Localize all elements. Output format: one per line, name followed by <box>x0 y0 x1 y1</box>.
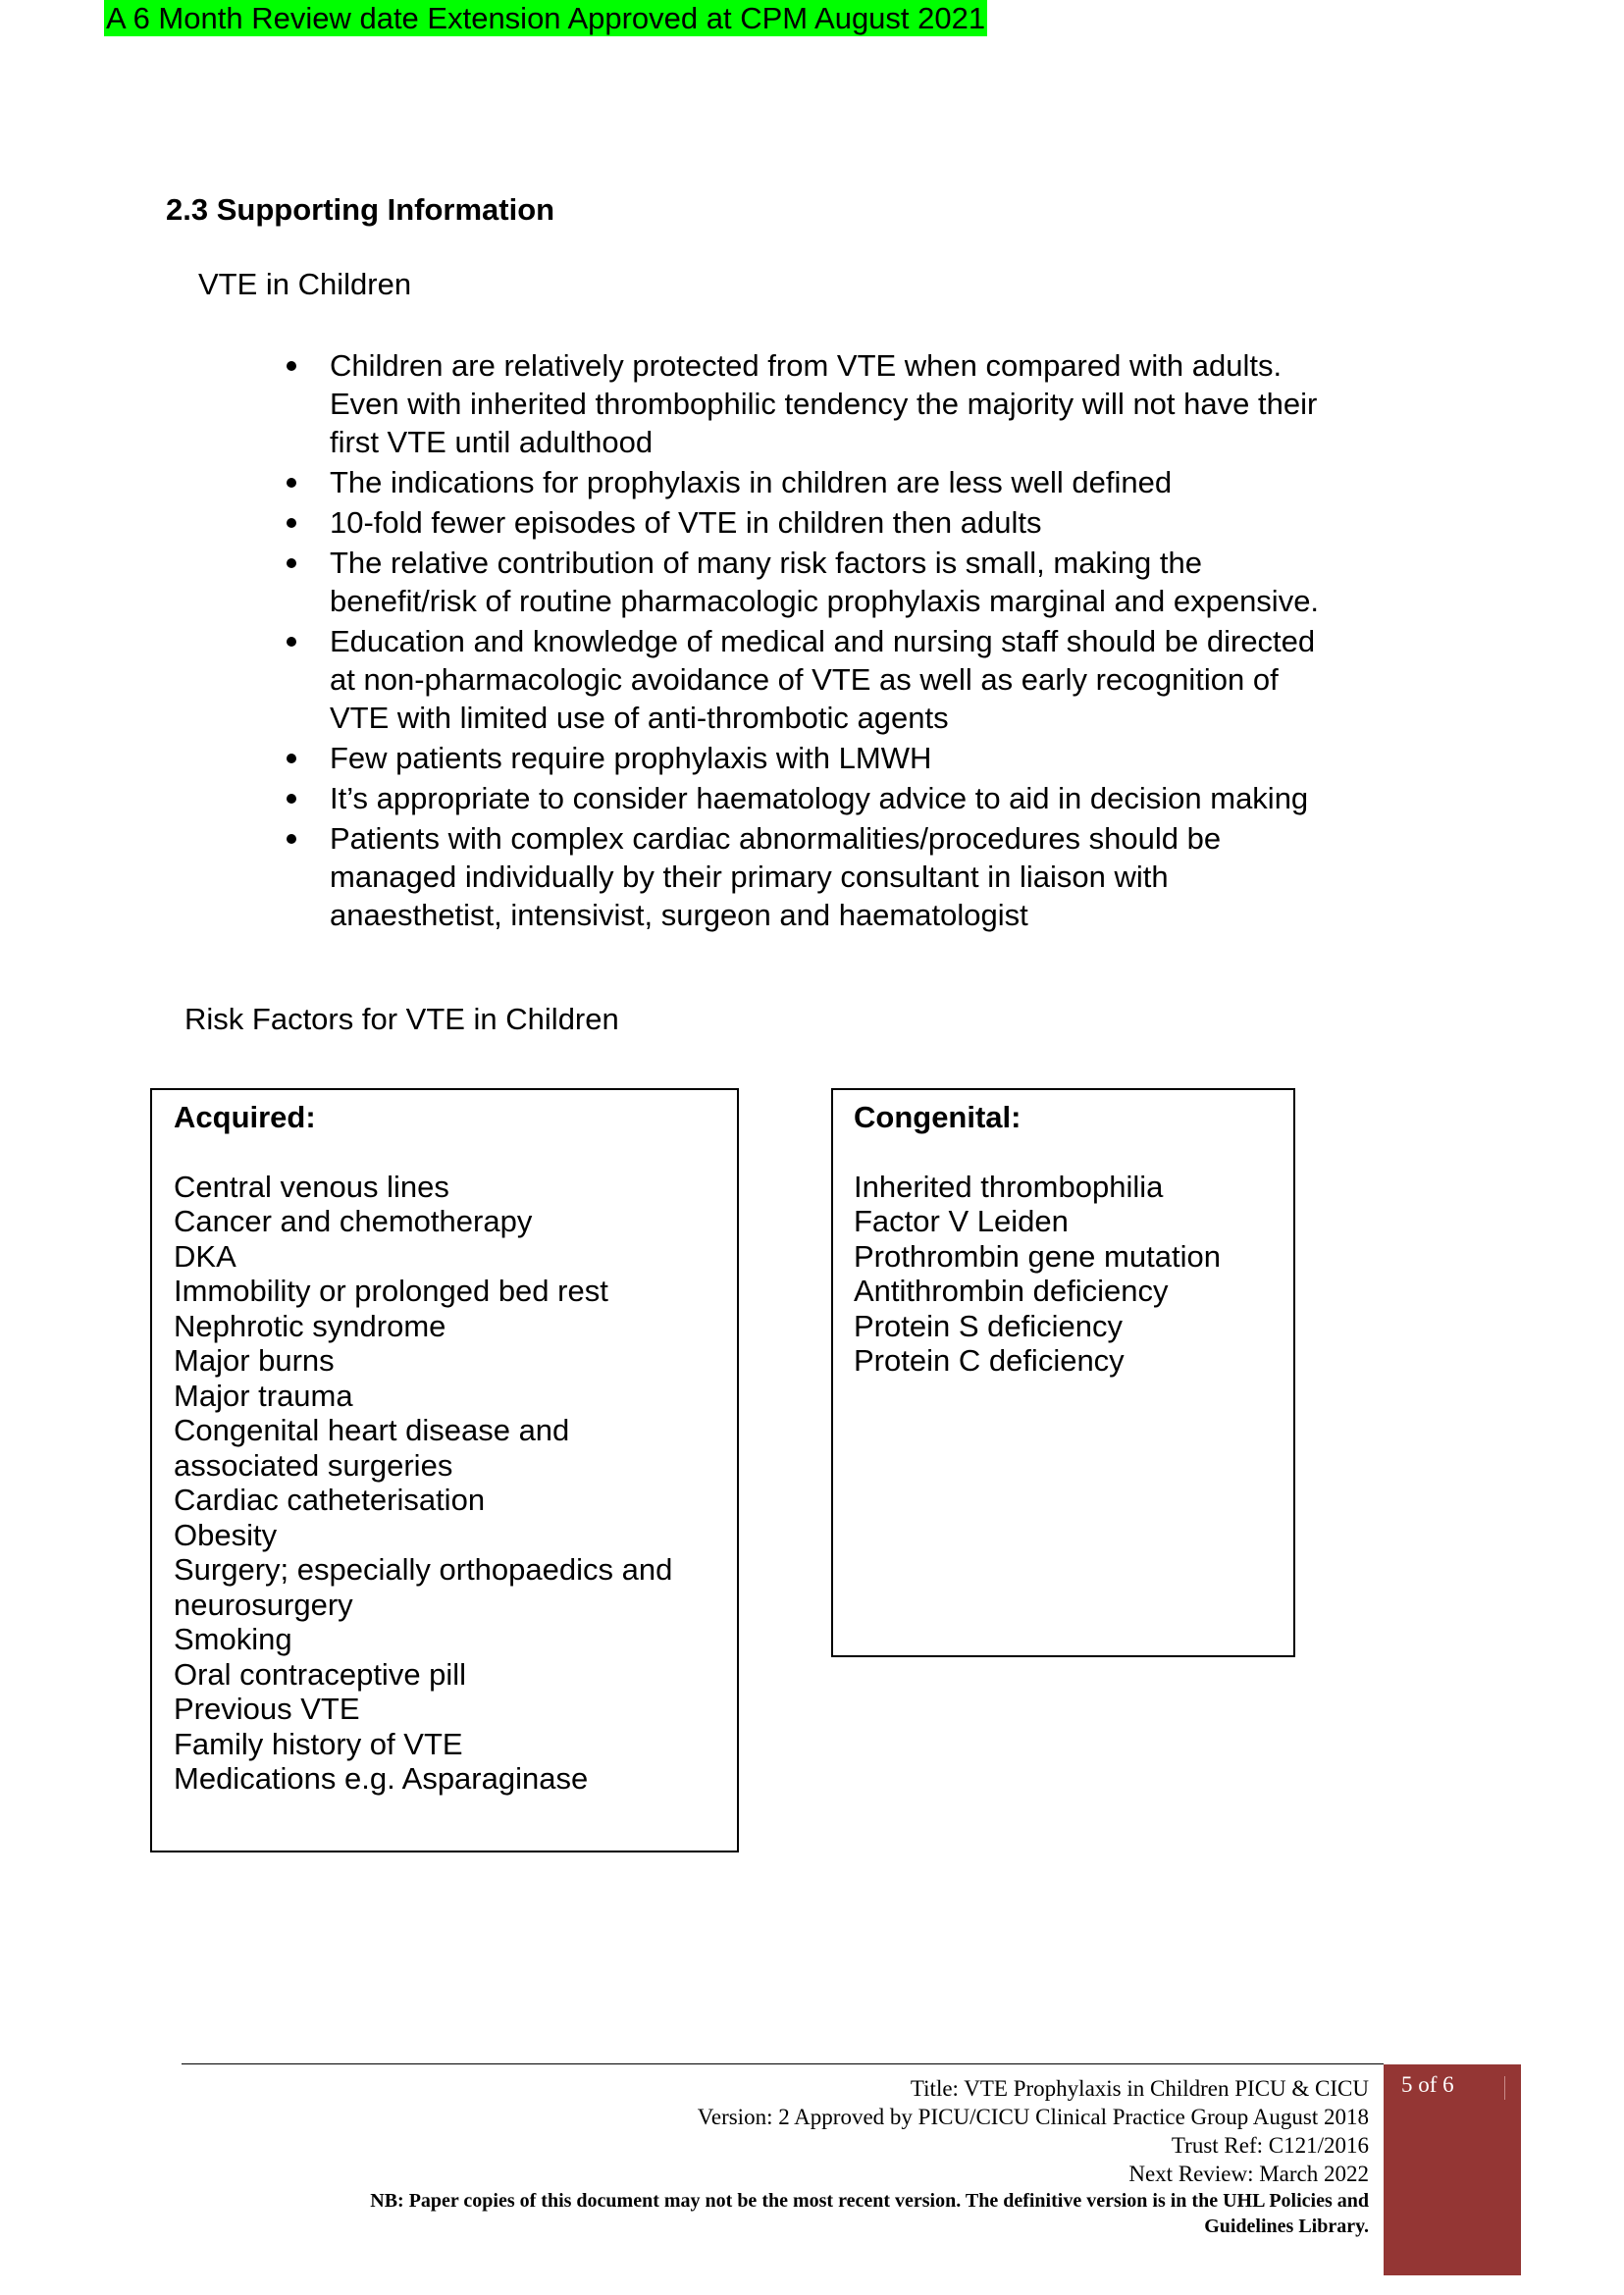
footer-divider <box>182 2063 1384 2064</box>
acquired-title: Acquired: <box>174 1100 316 1134</box>
list-item: Few patients require prophylaxis with LMWH <box>330 739 1340 777</box>
list-item: Education and knowledge of medical and nursing staff should be directed at non-pharmacologic avoidance of VTE as well as early recognition of VTE with limited use of anti-thrombotic agents <box>330 622 1340 737</box>
document-footer <box>191 2074 1369 2239</box>
list-item: Family history of VTE <box>174 1726 463 1761</box>
footer-title: Title: VTE Prophylaxis in Children PICU & CICU <box>910 2076 1369 2101</box>
list-item: Obesity <box>174 1517 278 1552</box>
list-item: Smoking <box>174 1622 292 1656</box>
list-item: Factor V Leiden <box>854 1204 1069 1238</box>
bullet-icon <box>287 754 296 763</box>
list-item: Protein C deficiency <box>854 1343 1125 1378</box>
footer-trust-ref: Trust Ref: C121/2016 <box>1171 2133 1369 2158</box>
list-item: Medications e.g. Asparaginase <box>174 1761 589 1796</box>
bullet-icon <box>287 558 296 568</box>
list-item: Cancer and chemotherapy <box>174 1204 533 1238</box>
list-item: The relative contribution of many risk factors is small, making the benefit/risk of routine pharmacologic prophylaxis marginal and expensive. <box>330 544 1340 620</box>
list-item: The indications for prophylaxis in children are less well defined <box>330 463 1340 501</box>
bullet-icon <box>287 518 296 528</box>
acquired-list <box>174 1170 737 1797</box>
tab-divider <box>1504 2076 1505 2100</box>
risk-factors-heading: Risk Factors for VTE in Children <box>184 1002 619 1036</box>
list-item: Prothrombin gene mutation <box>854 1238 1221 1274</box>
review-extension-banner: A 6 Month Review date Extension Approved at CPM August 2021 <box>106 1 986 35</box>
list-item: DKA <box>174 1238 236 1274</box>
list-item: Surgery; especially orthopaedics and neurosurgery <box>174 1552 673 1622</box>
bullet-icon <box>287 478 296 488</box>
list-item: Oral contraceptive pill <box>174 1656 467 1692</box>
list-item: It’s appropriate to consider haematology advice to aid in decision making <box>330 779 1340 817</box>
list-item: Protein S deficiency <box>854 1308 1123 1343</box>
list-item: Central venous lines <box>174 1169 449 1204</box>
footer-next-review: Next Review: March 2022 <box>1128 2162 1369 2186</box>
footer-nb-line-1: NB: Paper copies of this document may not be the most recent version. The definitive version is in the UHL Policies and <box>370 2190 1369 2212</box>
bullet-icon <box>287 794 296 804</box>
footer-nb-line-2: Guidelines Library. <box>1204 2216 1369 2237</box>
list-item: Major trauma <box>174 1378 353 1413</box>
bullet-icon <box>287 361 296 371</box>
list-item: Previous VTE <box>174 1692 360 1726</box>
congenital-list <box>854 1170 1293 1379</box>
page-number: 5 of 6 <box>1401 2072 1454 2097</box>
acquired-risk-factors-box <box>150 1088 739 1852</box>
list-item: Immobility or prolonged bed rest <box>174 1274 608 1308</box>
vte-children-bullet-list <box>330 346 1340 936</box>
bullet-icon <box>287 834 296 844</box>
list-item: 10-fold fewer episodes of VTE in children then adults <box>330 503 1340 542</box>
vte-in-children-subheading: VTE in Children <box>198 267 412 301</box>
list-item: Patients with complex cardiac abnormalities/procedures should be managed individually by their primary consultant in liaison with anaesthetist, intensivist, surgeon and haematologist <box>330 819 1340 934</box>
list-item: Antithrombin deficiency <box>854 1274 1169 1308</box>
bullet-icon <box>287 637 296 647</box>
section-heading: 2.3 Supporting Information <box>166 192 555 227</box>
list-item: Children are relatively protected from VTE when compared with adults. Even with inherited thrombophilic tendency the majority will not have their first VTE until adulthood <box>330 346 1340 461</box>
list-item: Congenital heart disease and associated surgeries <box>174 1413 570 1483</box>
list-item: Major burns <box>174 1343 335 1378</box>
congenital-risk-factors-box <box>831 1088 1295 1657</box>
list-item: Inherited thrombophilia <box>854 1169 1164 1204</box>
list-item: Nephrotic syndrome <box>174 1308 446 1343</box>
congenital-title: Congenital: <box>854 1100 1022 1134</box>
footer-version: Version: 2 Approved by PICU/CICU Clinical Practice Group August 2018 <box>697 2105 1369 2129</box>
list-item: Cardiac catheterisation <box>174 1483 486 1517</box>
